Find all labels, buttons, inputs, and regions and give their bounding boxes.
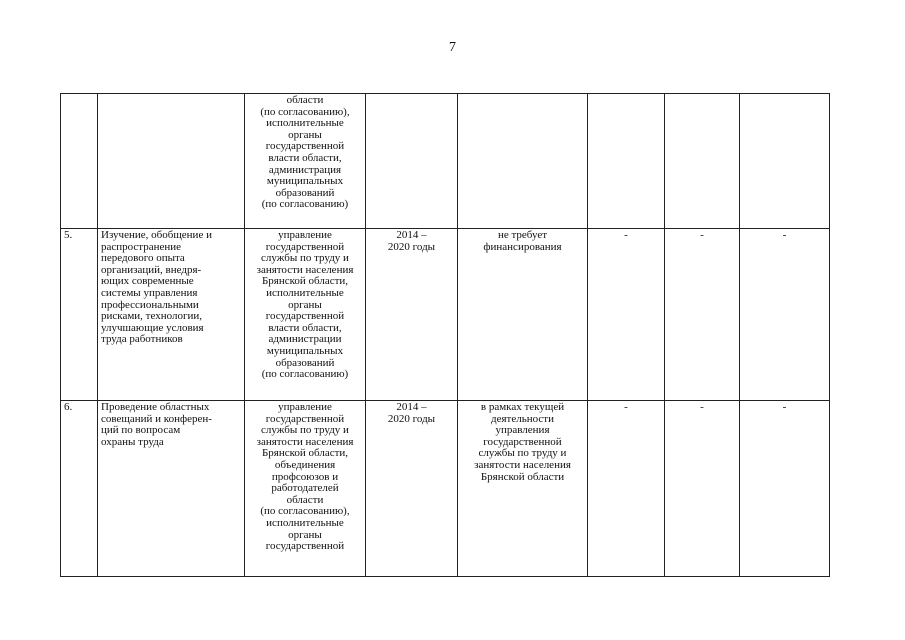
event-cell-line: совещаний и конферен- [101,412,212,425]
executor-cell-line: работодателей [271,482,339,495]
event-cell [98,94,245,229]
executor-cell-line: органы [288,298,322,311]
executor-cell-line: исполнительные [266,286,344,299]
executor-cell-line: профсоюзов и [271,470,339,483]
event-cell-line: передового опыта [101,252,185,265]
executor-cell-line: исполнительные [266,516,344,529]
event-cell-line: рисками, технологии, [101,310,202,323]
value-cell-1 [588,94,665,229]
term-cell [366,94,458,229]
term-cell-line: 2014 – [396,229,427,241]
financing-cell [458,94,588,229]
row-number-cell: 5. [61,229,98,401]
event-cell-line: Проведение областных [101,401,210,413]
executor-cell-line: службы по труду и [261,252,349,265]
executor-cell-line: занятости населения [256,263,354,276]
executor-cell-line: образований [275,356,335,369]
executor-cell-line: области [286,94,324,106]
value-cell-2 [665,94,740,229]
event-cell-line: организаций, внедря- [101,263,202,276]
executor-cell-line: Брянской области, [261,447,349,460]
financing-cell-line: Брянской области [480,470,565,483]
executor-cell-line: муниципальных [266,344,344,357]
table-row [61,229,830,401]
event-cell [98,229,245,401]
value-cell-1: - [588,229,665,401]
executor-cell-line: государственной [265,310,345,323]
event-cell-line: профессиональными [101,298,199,311]
executor-cell-line: (по согласованию) [261,368,349,381]
executor-cell-line: органы [288,528,322,541]
term-cell [366,401,458,577]
executor-cell-line: службы по труду и [261,424,349,437]
financing-cell-line: не требует [497,229,548,241]
financing-cell-line: государственной [483,435,562,448]
executor-cell [245,401,366,577]
financing-cell-line: занятости населения [474,458,571,471]
executor-cell-line: (по согласованию) [261,198,349,211]
executor-cell-line: государственной [265,140,345,153]
executor-cell-line: администрация [268,163,342,176]
financing-cell [458,401,588,577]
term-cell-line: 2020 годы [387,412,436,425]
executor-cell-line: органы [288,128,322,141]
executor-cell-line: государственной [265,240,345,253]
term-cell [366,229,458,401]
value-cell-1: - [588,401,665,577]
executor-cell-line: занятости населения [256,435,354,448]
executor-cell-line: администрации [268,333,342,346]
executor-cell-line: (по согласованию), [260,105,350,118]
executor-cell-line: власти области, [268,321,342,334]
executor-cell-line: муниципальных [266,175,344,188]
event-cell-line: охраны труда [101,435,164,448]
executor-cell-line: исполнительные [266,117,344,130]
value-cell-3: - [740,229,830,401]
executor-cell-line: образований [275,186,335,199]
executor-cell-line: управление [278,401,332,413]
page-number: 7 [449,40,456,55]
event-cell-line: труда работников [101,333,183,346]
term-cell-line: 2020 годы [387,240,436,253]
value-cell-2: - [665,229,740,401]
value-cell-3 [740,94,830,229]
executor-cell-line: Брянской области, [261,275,349,288]
table-body [61,94,830,577]
financing-cell-line: деятельности [491,412,554,425]
table-row [61,94,830,229]
row-number-cell: 6. [61,401,98,577]
executor-cell-line: государственной [265,540,345,553]
event-cell-line: системы управления [101,286,198,299]
executor-cell-line: государственной [265,412,345,425]
event-cell-line: Изучение, обобщение и [101,229,212,241]
financing-cell [458,229,588,401]
executor-cell-line: власти области, [268,151,342,164]
executor-cell-line: объединения [274,458,336,471]
financing-cell-line: управления [495,424,550,437]
event-cell-line: ющих современные [101,275,194,288]
executor-cell-line: области [286,493,324,506]
term-cell-line: 2014 – [396,401,427,413]
financing-cell-line: финансирования [483,240,562,253]
event-cell-line: ций по вопросам [101,424,181,437]
executor-cell-line: (по согласованию), [260,505,350,518]
value-cell-3: - [740,401,830,577]
event-cell-line: распространение [101,240,182,253]
measures-table [60,93,830,577]
financing-cell-line: службы по труду и [478,447,567,460]
executor-cell [245,229,366,401]
table-row [61,401,830,577]
row-number-cell [61,94,98,229]
value-cell-2: - [665,401,740,577]
executor-cell-line: управление [278,229,332,241]
event-cell [98,401,245,577]
event-cell-line: улучшающие условия [101,321,204,334]
executor-cell [245,94,366,229]
financing-cell-line: в рамках текущей [480,401,565,413]
